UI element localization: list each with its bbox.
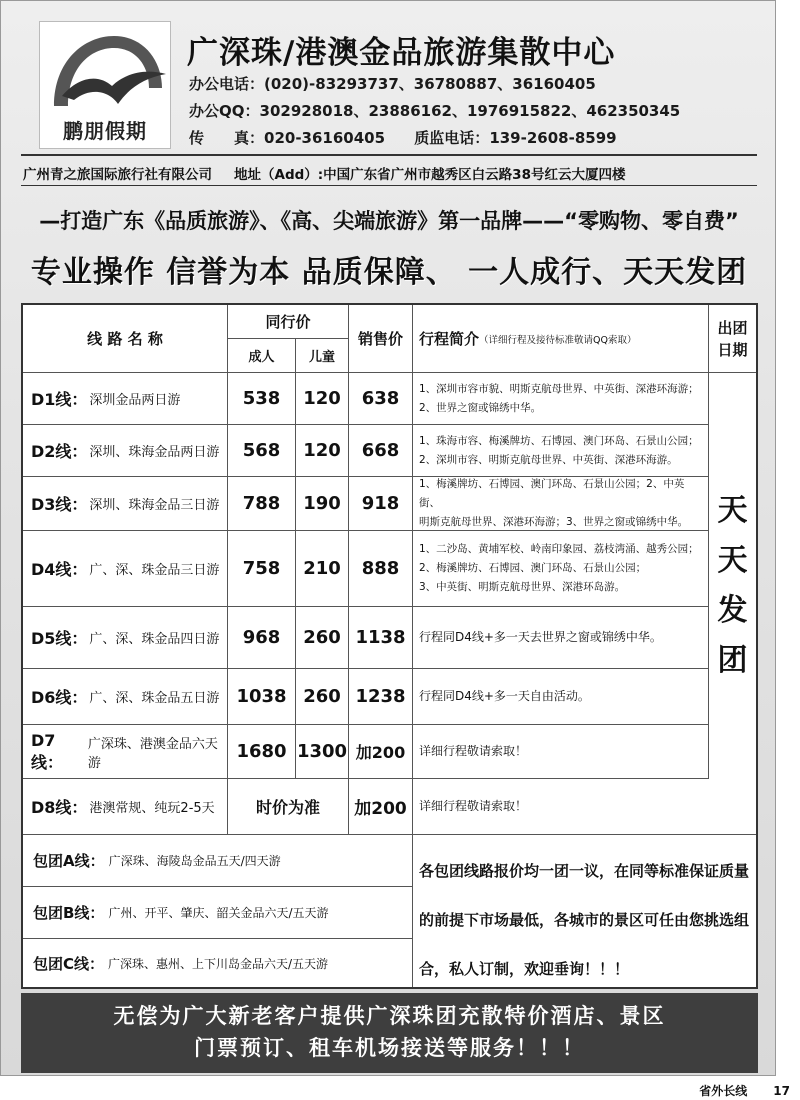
logo-text: 鹏朋假期	[63, 119, 147, 143]
route-name: 广、深、珠金品四日游	[89, 632, 220, 647]
route-name: 广、深、珠金品五日游	[89, 691, 220, 706]
route-description	[413, 531, 709, 607]
child-price: 120	[296, 373, 349, 425]
page-number: 17	[773, 1084, 790, 1098]
route-code: D4线：	[31, 560, 88, 579]
route-code: D7线：	[31, 730, 64, 772]
section-name: 省外长线	[699, 1084, 748, 1098]
route-1	[23, 373, 228, 425]
header-intro-note: （详细行程及接待标准敬请QQ索取）	[479, 334, 637, 346]
adult-price: 1038	[228, 669, 296, 725]
agency-line	[23, 163, 625, 183]
route-7	[23, 725, 228, 779]
route-description	[413, 669, 709, 725]
sale-price: 918	[349, 477, 413, 531]
header-trade-price: 同行价	[228, 305, 349, 339]
adult-price: 1680	[228, 725, 296, 779]
description-line: 详细行程敬请索取！	[419, 744, 528, 758]
route-description	[413, 725, 709, 779]
footer-line-1: 无偿为广大新老客户提供广深珠团充散特价酒店、景区	[113, 1004, 666, 1028]
logo-bird-icon	[44, 26, 168, 121]
route-code: D5线：	[31, 629, 88, 648]
d8-price: 时价为准	[228, 779, 349, 835]
route-description	[413, 477, 709, 531]
route-2	[23, 425, 228, 477]
supervision-label: 质监电话：	[414, 129, 490, 147]
description-line: 行程同D4线+多一天自由活动。	[419, 689, 590, 703]
header-child: 儿童	[296, 339, 349, 373]
group-code: 包团A线：	[33, 852, 105, 870]
divider-top	[21, 154, 757, 156]
group-name: 广州、开平、肇庆、韶关金品六天/五天游	[108, 906, 329, 920]
route-price-table	[21, 303, 758, 989]
group-a	[23, 835, 413, 887]
adult-price: 568	[228, 425, 296, 477]
sale-price: 1238	[349, 669, 413, 725]
adult-price: 968	[228, 607, 296, 669]
phone-value: (020)-83293737、36780887、36160405	[264, 75, 596, 93]
fax-line	[189, 127, 617, 148]
description-line: 3、中英街、明斯克航母世界、深港环岛游。	[419, 581, 626, 593]
supervision-value: 139-2608-8599	[489, 129, 617, 147]
description-line: 1、二沙岛、黄埔军校、岭南印象园、荔枝湾涌、越秀公园；	[419, 543, 699, 555]
description-line: 明斯克航母世界、深港环海游；3、世界之窗或锦绣中华。	[419, 516, 689, 528]
page-title: 广深珠/港澳金品旅游集散中心	[187, 35, 616, 71]
header-intro	[413, 305, 709, 373]
child-price: 260	[296, 669, 349, 725]
child-price: 1300	[296, 725, 349, 779]
sale-price: 1138	[349, 607, 413, 669]
daily-char-1: 天	[717, 493, 748, 528]
qq-line	[189, 100, 680, 121]
slogan-secondary: 专业操作 信誉为本 品质保障、 一人成行、天天发团	[30, 255, 748, 290]
d8-desc: 详细行程敬请索取！	[413, 779, 756, 835]
sale-price: 668	[349, 425, 413, 477]
route-name: 港澳常规、纯玩2-5天	[89, 801, 215, 816]
header-intro-label: 行程简介	[419, 330, 480, 348]
header-route: 线 路 名 称	[23, 305, 228, 373]
route-description	[413, 425, 709, 477]
description-line: 1、梅溪牌坊、石博园、澳门环岛、石景山公园；2、中英街、	[419, 478, 685, 509]
description-line: 行程同D4线+多一天去世界之窗或锦绣中华。	[419, 630, 662, 644]
sale-price: 888	[349, 531, 413, 607]
divider-bottom	[21, 185, 757, 186]
child-price: 210	[296, 531, 349, 607]
agency-name: 广州青之旅国际旅行社有限公司	[23, 167, 212, 183]
adult-price: 788	[228, 477, 296, 531]
route-code: D6线：	[31, 688, 88, 707]
page-footer	[699, 1082, 790, 1099]
phone-label: 办公电话：	[189, 75, 265, 93]
footer-banner	[21, 993, 758, 1073]
route-code: D2线：	[31, 442, 88, 461]
route-name: 深圳、珠海金品两日游	[89, 445, 220, 460]
qq-value: 302928018、23886162、1976915822、462350345	[259, 102, 681, 120]
header-depart: 出团日期	[709, 305, 756, 373]
description-line: 1、深圳市容市貌、明斯克航母世界、中英街、深港环海游；	[419, 382, 699, 395]
route-6	[23, 669, 228, 725]
group-code: 包团C线：	[33, 954, 105, 973]
group-note: 各包团线路报价均一团一议，在同等标准保证质量的前提下市场最低，各城市的景区可任由您挑选组合，私人订制，欢迎垂询！！！	[419, 862, 750, 978]
header-adult: 成人	[228, 339, 296, 373]
route-5	[23, 607, 228, 669]
fax-label: 传 真：	[189, 129, 265, 147]
child-price: 260	[296, 607, 349, 669]
group-name: 广深珠、惠州、上下川岛金品六天/五天游	[108, 956, 329, 971]
description-line: 2、深圳市容、明斯克航母世界、中英街、深港环海游。	[419, 453, 678, 466]
slogan-primary: —打造广东《品质旅游》、《高、尖端旅游》第一品牌——“零购物、零自费”	[39, 209, 739, 233]
route-d8	[23, 779, 228, 835]
logo	[39, 21, 171, 149]
route-code: D1线：	[31, 390, 88, 409]
group-name: 广深珠、海陵岛金品五天/四天游	[108, 854, 281, 868]
description-line: 2、梅溪牌坊、石博园、澳门环岛、石景山公园；	[419, 562, 647, 574]
route-code: D8线：	[31, 798, 88, 817]
adult-price: 758	[228, 531, 296, 607]
route-name: 深圳、珠海金品三日游	[89, 498, 220, 513]
footer-line-2: 门票预订、租车机场接送等服务！！！	[194, 1036, 585, 1060]
adult-price: 538	[228, 373, 296, 425]
route-3	[23, 477, 228, 531]
route-code: D3线：	[31, 495, 88, 514]
route-name: 深圳金品两日游	[89, 393, 181, 408]
route-description	[413, 607, 709, 669]
d8-sale: 加200	[349, 779, 413, 835]
fax-value: 020-36160405	[264, 129, 386, 147]
daily-char-3: 发	[717, 593, 748, 628]
group-b	[23, 887, 413, 939]
phone-line	[189, 73, 596, 94]
group-code: 包团B线：	[33, 904, 105, 922]
sale-price: 638	[349, 373, 413, 425]
child-price: 120	[296, 425, 349, 477]
route-description	[413, 373, 709, 425]
daily-char-2: 天	[717, 543, 748, 578]
daily-char-4: 团	[717, 643, 748, 678]
sale-price: 加200	[349, 725, 413, 779]
qq-label: 办公QQ：	[189, 102, 260, 120]
route-name: 广深珠、港澳金品六天游	[87, 736, 218, 771]
daily-departure	[709, 373, 756, 799]
agency-address: 地址（Add）:中国广东省广州市越秀区白云路38号红云大厦四楼	[234, 167, 626, 183]
route-name: 广、深、珠金品三日游	[89, 563, 220, 578]
route-4	[23, 531, 228, 607]
header-sale: 销售价	[349, 305, 413, 373]
child-price: 190	[296, 477, 349, 531]
description-line: 2、世界之窗或锦绣中华。	[419, 401, 542, 414]
group-c	[23, 939, 413, 987]
description-line: 1、珠海市容、梅溪牌坊、石博园、澳门环岛、石景山公园；	[419, 434, 699, 447]
